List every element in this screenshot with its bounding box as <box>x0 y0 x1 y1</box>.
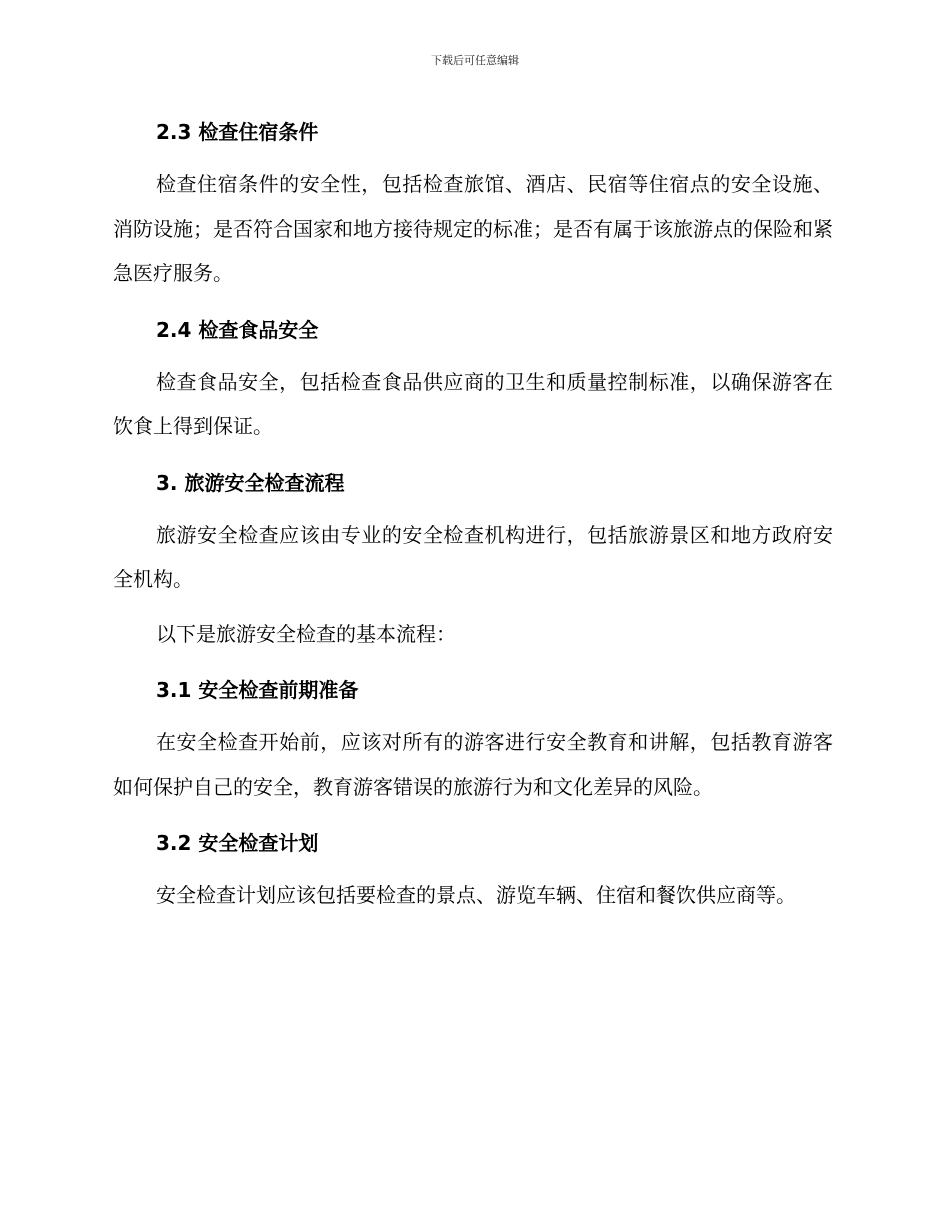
page-header-note: 下载后可任意编辑 <box>431 54 519 67</box>
section-heading-3-1: 3.1 安全检查前期准备 <box>156 678 359 702</box>
section-paragraph-2-4: 检查食品安全，包括检查食品供应商的卫生和质量控制标准，以确保游客在饮食上得到保证。 <box>113 369 833 438</box>
section-heading-3: 3. 旅游安全检查流程 <box>156 470 345 495</box>
section-heading-2-3: 2.3 检查住宿条件 <box>156 120 319 144</box>
section-paragraph-3-2: 安全检查计划应该包括要检查的景点、游览车辆、住宿和餐饮供应商等。 <box>156 883 796 907</box>
section-heading-2-4: 2.4 检查食品安全 <box>156 317 319 342</box>
section-paragraph-2-3: 检查住宿条件的安全性，包括检查旅馆、酒店、民宿等住宿点的安全设施、消防设施；是否符合国家和地方接待规定的标准；是否有属于该旅游点的保险和紧急医疗服务。 <box>113 172 833 285</box>
document-body <box>113 108 833 918</box>
section-paragraph-3-intro: 以下是旅游安全检查的基本流程： <box>156 621 456 646</box>
section-paragraph-3-1: 在安全检查开始前，应该对所有的游客进行安全教育和讲解，包括教育游客如何保护自己的安全，教育游客错误的旅游行为和文化差异的风险。 <box>113 730 833 799</box>
section-heading-3-2: 3.2 安全检查计划 <box>156 831 319 855</box>
section-paragraph-3: 旅游安全检查应该由专业的安全检查机构进行，包括旅游景区和地方政府安全机构。 <box>113 522 833 591</box>
